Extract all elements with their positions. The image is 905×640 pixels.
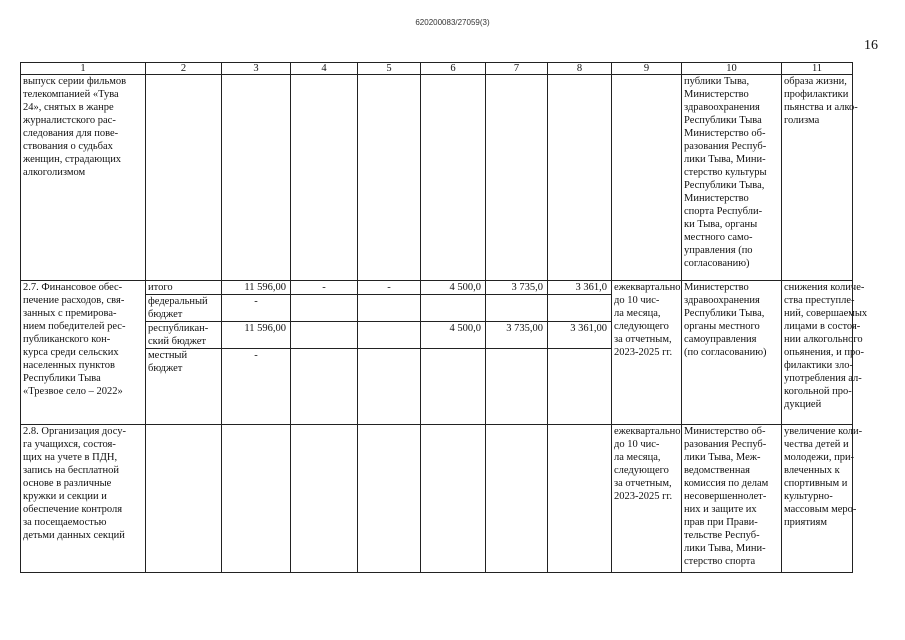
text-line: печение расходов, свя-: [23, 295, 125, 306]
text-line: 2.7. Финансовое обес-: [23, 282, 123, 293]
text-line: здравоохранения: [684, 102, 760, 113]
text-line: Республики Тыва,: [684, 308, 765, 319]
amount-year: 3 361,0: [548, 281, 612, 295]
text-line: алкоголизмом: [23, 167, 86, 178]
text-line: курса среди сельских: [23, 347, 119, 358]
text-line: ства преступле-: [784, 295, 855, 306]
text-line: занных с премирова-: [23, 308, 117, 319]
deadline-cell: [612, 75, 682, 281]
amount-cell: [358, 75, 421, 281]
funding-source-cell: [146, 75, 222, 281]
text-line: журналистского рас-: [23, 115, 116, 126]
text-line: влеченных к: [784, 465, 840, 476]
column-number: 5: [358, 63, 421, 75]
amount-year: [358, 295, 421, 322]
responsible-executors: [682, 425, 782, 573]
text-line: употребления ал-: [784, 373, 862, 384]
text-line: бюджет: [148, 309, 183, 320]
text-line: когольной про-: [784, 386, 852, 397]
text-line: несовершеннолет-: [684, 491, 767, 502]
amount-year: [291, 295, 358, 322]
text-line: комиссия по делам: [684, 478, 769, 489]
text-line: ствования о судьбах: [23, 141, 113, 152]
text-line: итого: [148, 282, 173, 293]
text-line: га учащихся, состоя-: [23, 439, 116, 450]
text-line: до 10 чис-: [614, 295, 660, 306]
amount-year: 4 500,0: [421, 322, 486, 349]
amount-year: [548, 349, 612, 425]
text-line: основе в различные: [23, 478, 112, 489]
text-line: разования Респуб-: [684, 141, 767, 152]
measure-description: [21, 425, 146, 573]
column-number: 1: [21, 63, 146, 75]
amount-year: 4 500,0: [421, 281, 486, 295]
text-line: лики Тыва, Меж-: [684, 452, 761, 463]
funding-source-label: [146, 281, 222, 295]
funding-source-label: [146, 349, 222, 425]
text-line: снижения количе-: [784, 282, 865, 293]
text-line: ки Тыва, органы: [684, 219, 758, 230]
text-line: ский бюджет: [148, 336, 206, 347]
expected-result: [782, 281, 868, 425]
column-number: 9: [612, 63, 682, 75]
document-id: 620200083/27059(3): [415, 18, 490, 27]
text-line: 2023-2025 гг.: [614, 347, 673, 358]
text-line: местного само-: [684, 232, 753, 243]
amount-cell: [291, 425, 358, 573]
text-line: самоуправления: [684, 334, 757, 345]
amount-year: [291, 322, 358, 349]
text-line: кружки и секции и: [23, 491, 107, 502]
responsible-executors: [682, 75, 782, 281]
text-line: Министерство об-: [684, 128, 766, 139]
text-line: спорта Республи-: [684, 206, 763, 217]
text-line: запись на бесплатной: [23, 465, 119, 476]
column-number: 8: [548, 63, 612, 75]
text-line: разования Респуб-: [684, 439, 767, 450]
amount-cell: [548, 425, 612, 573]
amount-total: 11 596,00: [222, 281, 291, 295]
text-line: Министерство: [684, 282, 749, 293]
text-line: республикан-: [148, 323, 209, 334]
text-line: Министерство: [684, 89, 749, 100]
amount-year: [358, 349, 421, 425]
text-line: увеличение коли-: [784, 426, 863, 437]
amount-cell: [421, 425, 486, 573]
amount-cell: [358, 425, 421, 573]
amount-year: [358, 322, 421, 349]
deadline: [612, 281, 682, 425]
amount-year: [421, 349, 486, 425]
text-line: них и защите их: [684, 504, 757, 515]
text-line: Республики Тыва: [684, 115, 762, 126]
text-line: культурно-: [784, 491, 833, 502]
text-line: следующего: [614, 465, 669, 476]
amount-year: [486, 349, 548, 425]
text-line: чества детей и: [784, 439, 849, 450]
amount-cell: [486, 75, 548, 281]
amount-year: 3 361,00: [548, 322, 612, 349]
responsible-executors: [682, 281, 782, 425]
text-line: согласованию): [684, 258, 750, 269]
table-row: [21, 425, 853, 573]
text-line: детьми данных секций: [23, 530, 125, 541]
text-line: опьянения, и про-: [784, 347, 864, 358]
deadline: [612, 425, 682, 573]
text-line: образа жизни,: [784, 76, 847, 87]
text-line: публиканского кон-: [23, 334, 111, 345]
text-line: выпуск серии фильмов: [23, 76, 127, 87]
amount-year: -: [358, 281, 421, 295]
text-line: щих на учете в ПДН,: [23, 452, 118, 463]
text-line: бюджет: [148, 363, 183, 374]
text-line: 24», снятых в жанре: [23, 102, 114, 113]
text-line: федеральный: [148, 296, 208, 307]
amount-year: 3 735,00: [486, 322, 548, 349]
text-line: Республики Тыва,: [684, 180, 765, 191]
text-line: массовым меро-: [784, 504, 857, 515]
funding-source-cell: [146, 425, 222, 573]
text-line: голизма: [784, 115, 820, 126]
text-line: ла месяца,: [614, 308, 661, 319]
text-line: населенных пунктов: [23, 360, 115, 371]
text-line: лики Тыва, Мини-: [684, 154, 766, 165]
text-line: женщин, страдающих: [23, 154, 122, 165]
column-number: 2: [146, 63, 222, 75]
text-line: нием победителей рес-: [23, 321, 126, 332]
text-line: молодежи, при-: [784, 452, 855, 463]
text-line: прав при Прави-: [684, 517, 758, 528]
text-line: органы местного: [684, 321, 760, 332]
measure-description: [21, 281, 146, 425]
text-line: до 10 чис-: [614, 439, 660, 450]
text-line: 2023-2025 гг.: [614, 491, 673, 502]
text-line: следования для пове-: [23, 128, 119, 139]
text-line: Республики Тыва: [23, 373, 101, 384]
text-line: 2.8. Организация досу-: [23, 426, 127, 437]
text-line: профилактики: [784, 89, 849, 100]
text-line: нии алкогольного: [784, 334, 863, 345]
column-number: 6: [421, 63, 486, 75]
amount-total: -: [222, 295, 291, 322]
column-number: 10: [682, 63, 782, 75]
text-line: ла месяца,: [614, 452, 661, 463]
column-number: 7: [486, 63, 548, 75]
amount-cell: [291, 75, 358, 281]
text-line: за посещаемостью: [23, 517, 107, 528]
text-line: следующего: [614, 321, 669, 332]
text-line: Министерство: [684, 193, 749, 204]
text-line: за отчетным,: [614, 478, 672, 489]
page-number: 16: [864, 38, 878, 53]
amount-year: [421, 295, 486, 322]
amount-cell: [421, 75, 486, 281]
table-row: [21, 281, 853, 295]
text-line: управления (по: [684, 245, 753, 256]
text-line: дукцией: [784, 399, 822, 410]
amount-total: -: [222, 349, 291, 425]
action-plan-table: [20, 62, 868, 573]
amount-cell: [486, 425, 548, 573]
text-line: филактики зло-: [784, 360, 853, 371]
text-line: (по согласованию): [684, 347, 767, 358]
expected-result: [782, 75, 858, 281]
column-number-row: [21, 63, 853, 75]
text-line: здравоохранения: [684, 295, 760, 306]
text-line: ведомственная: [684, 465, 750, 476]
text-line: стерство культуры: [684, 167, 767, 178]
column-number: 3: [222, 63, 291, 75]
amount-year: -: [291, 281, 358, 295]
text-line: ежеквартально: [614, 282, 681, 293]
amount-cell: [548, 75, 612, 281]
amount-total-cell: [222, 425, 291, 573]
text-line: телекомпанией «Тува: [23, 89, 119, 100]
column-number: 4: [291, 63, 358, 75]
text-line: стерство спорта: [684, 556, 756, 567]
amount-year: 3 735,0: [486, 281, 548, 295]
text-line: «Трезвое село – 2022»: [23, 386, 123, 397]
table-row: [21, 75, 853, 281]
text-line: ний, совершаемых: [784, 308, 868, 319]
text-line: Министерство об-: [684, 426, 766, 437]
amount-year: [548, 295, 612, 322]
text-line: публики Тыва,: [684, 76, 750, 87]
text-line: тельстве Респуб-: [684, 530, 760, 541]
text-line: пьянства и алко-: [784, 102, 858, 113]
column-number: 11: [782, 63, 853, 75]
measure-description: [21, 75, 146, 281]
text-line: ежеквартально: [614, 426, 681, 437]
text-line: местный: [148, 350, 188, 361]
funding-source-label: [146, 322, 222, 349]
funding-source-label: [146, 295, 222, 322]
expected-result: [782, 425, 863, 573]
amount-year: [486, 295, 548, 322]
text-line: спортивным и: [784, 478, 848, 489]
text-line: лицами в состоя-: [784, 321, 861, 332]
amount-year: [291, 349, 358, 425]
amount-total: 11 596,00: [222, 322, 291, 349]
text-line: приятиям: [784, 517, 827, 528]
text-line: лики Тыва, Мини-: [684, 543, 766, 554]
amount-total-cell: [222, 75, 291, 281]
text-line: за отчетным,: [614, 334, 672, 345]
text-line: обеспечение контроля: [23, 504, 123, 515]
